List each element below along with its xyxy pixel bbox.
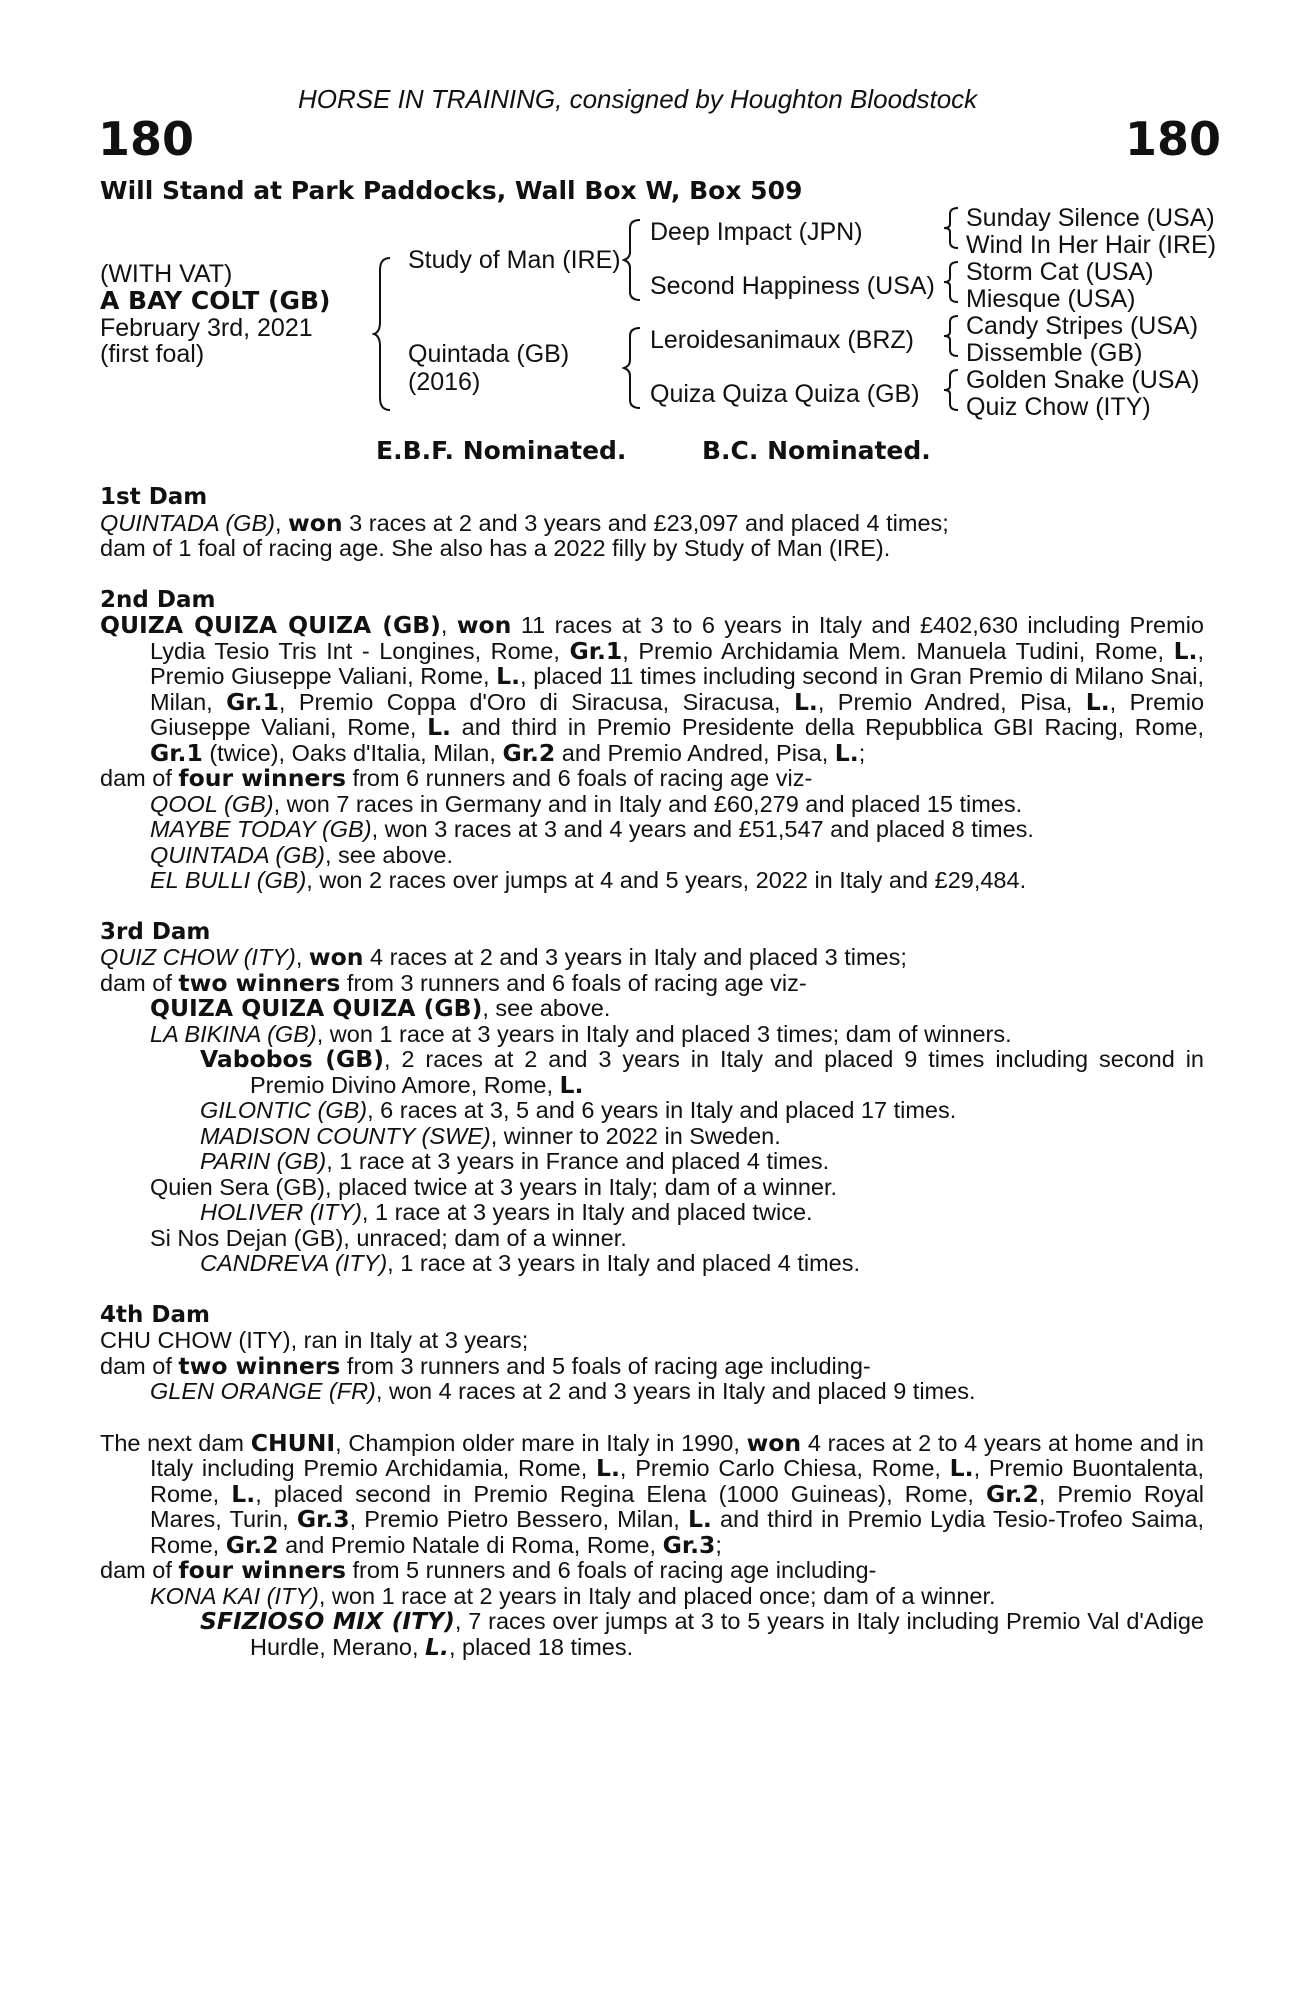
ancestor-2: Wind In Her Hair (IRE) bbox=[966, 231, 1217, 259]
second-dam-heading: 2nd Dam bbox=[100, 586, 216, 613]
lot-number-right: 180 bbox=[1125, 112, 1222, 166]
third-dam-heading: 3rd Dam bbox=[100, 918, 211, 945]
fourth-dam-produce: dam of two winners from 3 runners and 5 foals of racing age including- bbox=[100, 1351, 871, 1380]
second-dam-record: QUIZA QUIZA QUIZA (GB), won 11 races at 3 to 6 years in Italy and £402,630 including Premio Lydia Tesio Tris Int - Longines, Rome, Gr.1, Premio Archidamia Mem. Manuela Tudini, Rome, L., Premio Giuseppe Valiani, Rome, L., placed 11 times including second in Gran Premio di Milano Snai, Milan, Gr.1, Premio Coppa d'Oro di Siracusa, Siracusa, L., Premio Andred, Pisa, L., Premio Giuseppe Valiani, Rome, L. and third in Premio Presidente della Repubblica GBI Racing, Rome, Gr.1 (twice), Oaks d'Italia, Milan, Gr.2 and Premio Andred, Pisa, L.; bbox=[100, 611, 1205, 767]
ancestor-7: Golden Snake (USA) bbox=[966, 366, 1200, 394]
ancestor-8: Quiz Chow (ITY) bbox=[966, 393, 1151, 421]
ancestor-3: Storm Cat (USA) bbox=[966, 258, 1154, 286]
sire-dam: Second Happiness (USA) bbox=[650, 272, 935, 300]
progeny-entry: Vabobos (GB), 2 races at 2 and 3 years in Italy and placed 9 times including second in Premio Divino Amore, Rome, L. bbox=[200, 1045, 1204, 1099]
progeny-entry: GILONTIC (GB), 6 races at 3, 5 and 6 years in Italy and placed 17 times. bbox=[200, 1097, 957, 1123]
lot-number-left: 180 bbox=[98, 112, 195, 166]
progeny-entry: GLEN ORANGE (FR), won 4 races at 2 and 3 years in Italy and placed 9 times. bbox=[150, 1378, 976, 1404]
sire-sire: Deep Impact (JPN) bbox=[650, 218, 863, 246]
progeny-entry: EL BULLI (GB), won 2 races over jumps at 4 and 5 years, 2022 in Italy and £29,484. bbox=[150, 867, 1027, 893]
horse-name: A BAY COLT (GB) bbox=[100, 286, 331, 315]
progeny-entry: HOLIVER (ITY), 1 race at 3 years in Italy and placed twice. bbox=[200, 1199, 813, 1225]
foal-note: (first foal) bbox=[100, 340, 205, 368]
dam-year: (2016) bbox=[408, 368, 481, 396]
dam-dam: Quiza Quiza Quiza (GB) bbox=[650, 380, 920, 408]
second-dam-produce: dam of four winners from 6 runners and 6 foals of racing age viz- bbox=[100, 764, 813, 792]
first-dam-record: QUINTADA (GB), won 3 races at 2 and 3 years and £23,097 and placed 4 times; bbox=[100, 508, 949, 537]
third-dam-produce: dam of two winners from 3 runners and 6 foals of racing age viz- bbox=[100, 968, 807, 997]
first-dam-produce: dam of 1 foal of racing age. She also has a 2022 filly by Study of Man (IRE). bbox=[100, 535, 891, 561]
progeny-entry: QOOL (GB), won 7 races in Germany and in Italy and £60,279 and placed 15 times. bbox=[150, 790, 1023, 817]
progeny-entry: MAYBE TODAY (GB), won 3 races at 3 and 4 years and £51,547 and placed 8 times. bbox=[150, 816, 1034, 842]
next-dam-record: The next dam CHUNI, Champion older mare in Italy in 1990, won 4 races at 2 to 4 years at home and in Italy including Premio Archidamia, Rome, L., Premio Carlo Chiesa, Rome, L., Premio Buontalenta, Rome, L., placed second in Premio Regina Elena (1000 Guineas), Rome, Gr.2, Premio Royal Mares, Turin, Gr.3, Premio Pietro Bessero, Milan, L. and third in Premio Lydia Tesio-Trofeo Saima, Rome, Gr.2 and Premio Natale di Roma, Rome, Gr.3; bbox=[100, 1428, 1205, 1559]
progeny-entry: SFIZIOSO MIX (ITY), 7 races over jumps at 3 to 5 years in Italy including Premio Val d'Adige Hurdle, Merano, L., placed 18 times. bbox=[200, 1607, 1204, 1661]
progeny-entry: LA BIKINA (GB), won 1 race at 3 years in Italy and placed 3 times; dam of winners. bbox=[150, 1020, 1012, 1047]
ancestor-6: Dissemble (GB) bbox=[966, 339, 1143, 367]
fourth-dam-heading: 4th Dam bbox=[100, 1301, 210, 1328]
progeny-entry: PARIN (GB), 1 race at 3 years in France and placed 4 times. bbox=[200, 1148, 830, 1174]
bc-nomination: B.C. Nominated. bbox=[702, 436, 931, 465]
third-dam-record: QUIZ CHOW (ITY), won 4 races at 2 and 3 years in Italy and placed 3 times; bbox=[100, 943, 907, 971]
progeny-entry: Quien Sera (GB), placed twice at 3 years in Italy; dam of a winner. bbox=[150, 1173, 838, 1200]
pedigree-brace-g2 bbox=[942, 260, 962, 304]
pedigree-brace-sire bbox=[622, 218, 644, 302]
next-dam-produce: dam of four winners from 5 runners and 6 foals of racing age including- bbox=[100, 1556, 877, 1584]
fourth-dam-record: CHU CHOW (ITY), ran in Italy at 3 years; bbox=[100, 1327, 529, 1353]
pedigree-brace-main bbox=[372, 256, 394, 412]
pedigree-brace-g1 bbox=[942, 206, 962, 250]
dam: Quintada (GB) bbox=[408, 340, 570, 368]
progeny-entry: QUIZA QUIZA QUIZA (GB), see above. bbox=[150, 994, 611, 1022]
ancestor-4: Miesque (USA) bbox=[966, 285, 1136, 313]
catalogue-header: HORSE IN TRAINING, consigned by Houghton Bloodstock bbox=[298, 84, 978, 114]
ancestor-1: Sunday Silence (USA) bbox=[966, 204, 1215, 232]
pedigree-brace-dam bbox=[622, 326, 644, 410]
progeny-entry: Si Nos Dejan (GB), unraced; dam of a winner. bbox=[150, 1224, 627, 1251]
ancestor-5: Candy Stripes (USA) bbox=[966, 312, 1199, 340]
pedigree-brace-g3 bbox=[942, 314, 962, 358]
catalogue-body bbox=[100, 485, 1204, 1660]
sire: Study of Man (IRE) bbox=[408, 246, 621, 274]
ebf-nomination: E.B.F. Nominated. bbox=[376, 436, 627, 465]
progeny-entry: QUINTADA (GB), see above. bbox=[150, 841, 453, 868]
stand-location: Will Stand at Park Paddocks, Wall Box W, Box 509 bbox=[100, 176, 803, 205]
first-dam-heading: 1st Dam bbox=[100, 484, 208, 510]
vat-note: (WITH VAT) bbox=[100, 260, 233, 288]
foaling-date: February 3rd, 2021 bbox=[100, 314, 313, 342]
progeny-entry: MADISON COUNTY (SWE), winner to 2022 in Sweden. bbox=[200, 1122, 781, 1149]
progeny-entry: KONA KAI (ITY), won 1 race at 2 years in Italy and placed once; dam of a winner. bbox=[150, 1582, 996, 1609]
pedigree-brace-g4 bbox=[942, 368, 962, 412]
progeny-entry: CANDREVA (ITY), 1 race at 3 years in Italy and placed 4 times. bbox=[200, 1250, 861, 1276]
dam-sire: Leroidesanimaux (BRZ) bbox=[650, 326, 914, 354]
